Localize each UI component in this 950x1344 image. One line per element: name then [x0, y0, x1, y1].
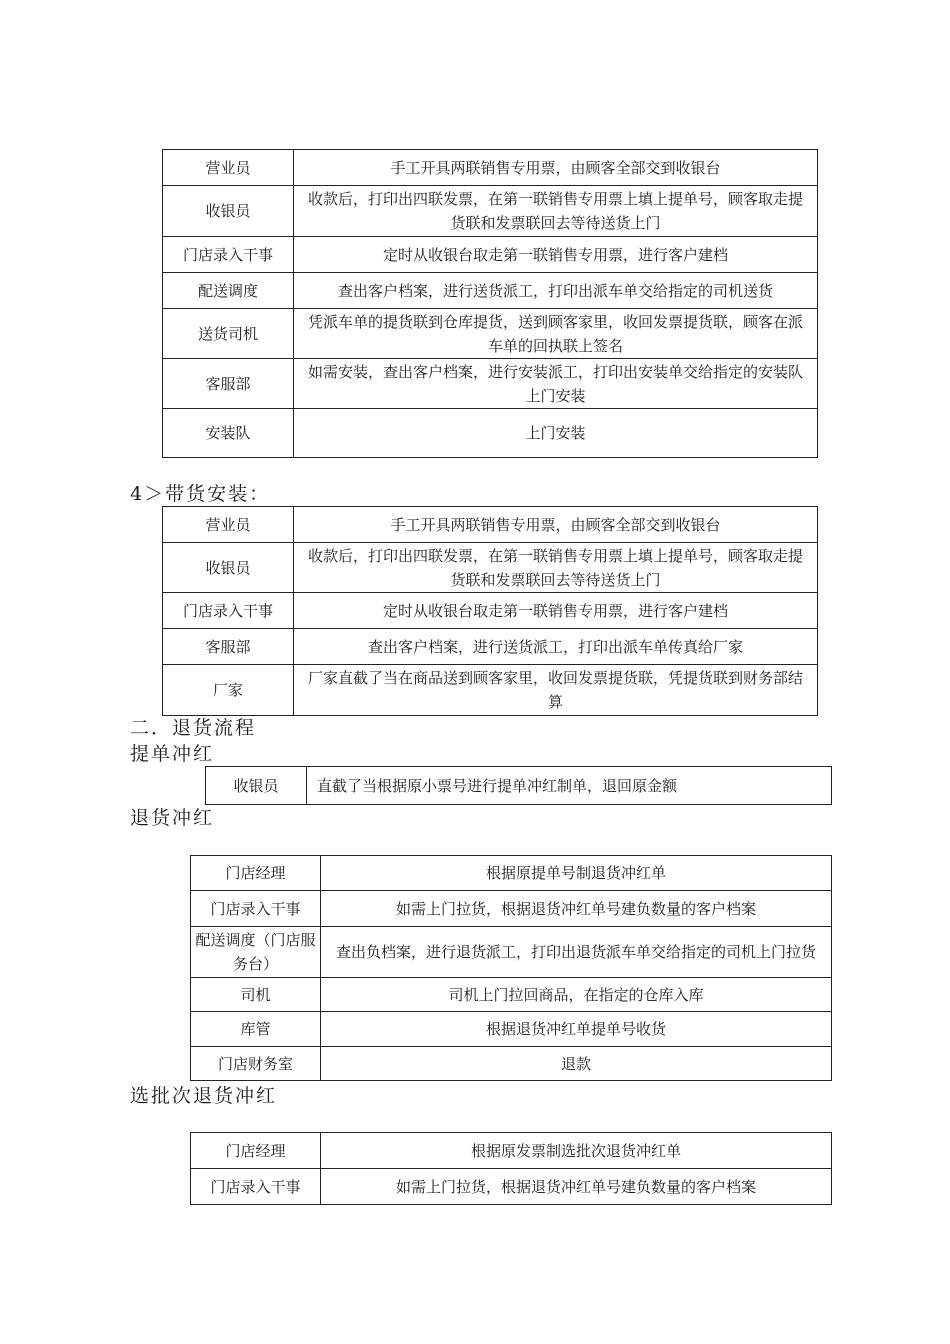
description-cell: 手工开具两联销售专用票，由顾客全部交到收银台 [294, 507, 818, 543]
description-cell: 上门安装 [294, 409, 818, 458]
description-cell: 直截了当根据原小票号进行提单冲红制单，退回原金额 [307, 767, 832, 805]
role-cell: 门店录入干事 [191, 1169, 321, 1205]
role-cell: 门店录入干事 [163, 593, 294, 629]
table-row [163, 150, 818, 186]
table-row [191, 891, 832, 927]
section-heading-daihuo: 4＞带货安装： [130, 483, 271, 505]
role-cell: 收银员 [206, 767, 307, 805]
description-cell: 查出负档案，进行退货派工，打印出退货派车单交给指定的司机上门拉货 [321, 927, 832, 978]
table-row [191, 1047, 832, 1081]
table-row [163, 593, 818, 629]
description-cell: 退款 [321, 1047, 832, 1081]
table-row [163, 186, 818, 237]
role-cell: 收银员 [163, 543, 294, 593]
role-cell: 客服部 [163, 359, 294, 409]
role-cell: 营业员 [163, 150, 294, 186]
role-cell: 厂家 [163, 665, 294, 716]
flow-table-bill-reversal [205, 766, 832, 805]
table-row [191, 1133, 832, 1169]
description-cell: 如需上门拉货，根据退货冲红单号建负数量的客户档案 [321, 891, 832, 927]
role-cell: 安装队 [163, 409, 294, 458]
table-row [163, 665, 818, 716]
table-row [191, 978, 832, 1012]
section-heading-return-reversal: 退货冲红 [130, 807, 215, 829]
table-row [163, 359, 818, 409]
table-row [206, 767, 832, 805]
section-heading-tidan: 提单冲红 [130, 743, 215, 765]
flow-table-batch-return [190, 1132, 832, 1205]
table-row [163, 237, 818, 273]
role-cell: 门店经理 [191, 856, 321, 891]
role-cell: 门店经理 [191, 1133, 321, 1169]
table-row [163, 629, 818, 665]
role-cell: 营业员 [163, 507, 294, 543]
description-cell: 司机上门拉回商品，在指定的仓库入库 [321, 978, 832, 1012]
role-cell: 司机 [191, 978, 321, 1012]
role-cell: 门店录入干事 [191, 891, 321, 927]
role-cell: 门店财务室 [191, 1047, 321, 1081]
description-cell: 查出客户档案，进行送货派工，打印出派车单传真给厂家 [294, 629, 818, 665]
section-heading-return-flow: 二．退货流程 [130, 717, 257, 739]
role-cell: 配送调度（门店服务台） [191, 927, 321, 978]
table-row [191, 927, 832, 978]
table-row [163, 273, 818, 309]
table-row [191, 1012, 832, 1047]
description-cell: 凭派车单的提货联到仓库提货，送到顾客家里，收回发票提货联，顾客在派车单的回执联上签名 [294, 309, 818, 359]
description-cell: 查出客户档案，进行送货派工，打印出派车单交给指定的司机送货 [294, 273, 818, 309]
description-cell: 手工开具两联销售专用票，由顾客全部交到收银台 [294, 150, 818, 186]
description-cell: 收款后，打印出四联发票，在第一联销售专用票上填上提单号，顾客取走提货联和发票联回去等待送货上门 [294, 186, 818, 237]
description-cell: 根据原发票制选批次退货冲红单 [321, 1133, 832, 1169]
description-cell: 定时从收银台取走第一联销售专用票，进行客户建档 [294, 237, 818, 273]
flow-table-carry-install [162, 506, 818, 716]
description-cell: 根据退货冲红单提单号收货 [321, 1012, 832, 1047]
description-cell: 厂家直截了当在商品送到顾客家里，收回发票提货联，凭提货联到财务部结算 [294, 665, 818, 716]
description-cell: 收款后，打印出四联发票，在第一联销售专用票上填上提单号，顾客取走提货联和发票联回去等待送货上门 [294, 543, 818, 593]
section-heading-batch-return: 选批次退货冲红 [130, 1085, 278, 1107]
table-row [163, 309, 818, 359]
role-cell: 送货司机 [163, 309, 294, 359]
table-row [163, 543, 818, 593]
table-row [191, 856, 832, 891]
role-cell: 门店录入干事 [163, 237, 294, 273]
description-cell: 定时从收银台取走第一联销售专用票，进行客户建档 [294, 593, 818, 629]
role-cell: 客服部 [163, 629, 294, 665]
description-cell: 如需上门拉货，根据退货冲红单号建负数量的客户档案 [321, 1169, 832, 1205]
role-cell: 收银员 [163, 186, 294, 237]
flow-table-delivery-install [162, 149, 818, 458]
flow-table-return-reversal [190, 855, 832, 1081]
description-cell: 根据原提单号制退货冲红单 [321, 856, 832, 891]
table-row [191, 1169, 832, 1205]
role-cell: 库管 [191, 1012, 321, 1047]
table-row [163, 409, 818, 458]
description-cell: 如需安装，查出客户档案，进行安装派工，打印出安装单交给指定的安装队上门安装 [294, 359, 818, 409]
table-row [163, 507, 818, 543]
role-cell: 配送调度 [163, 273, 294, 309]
